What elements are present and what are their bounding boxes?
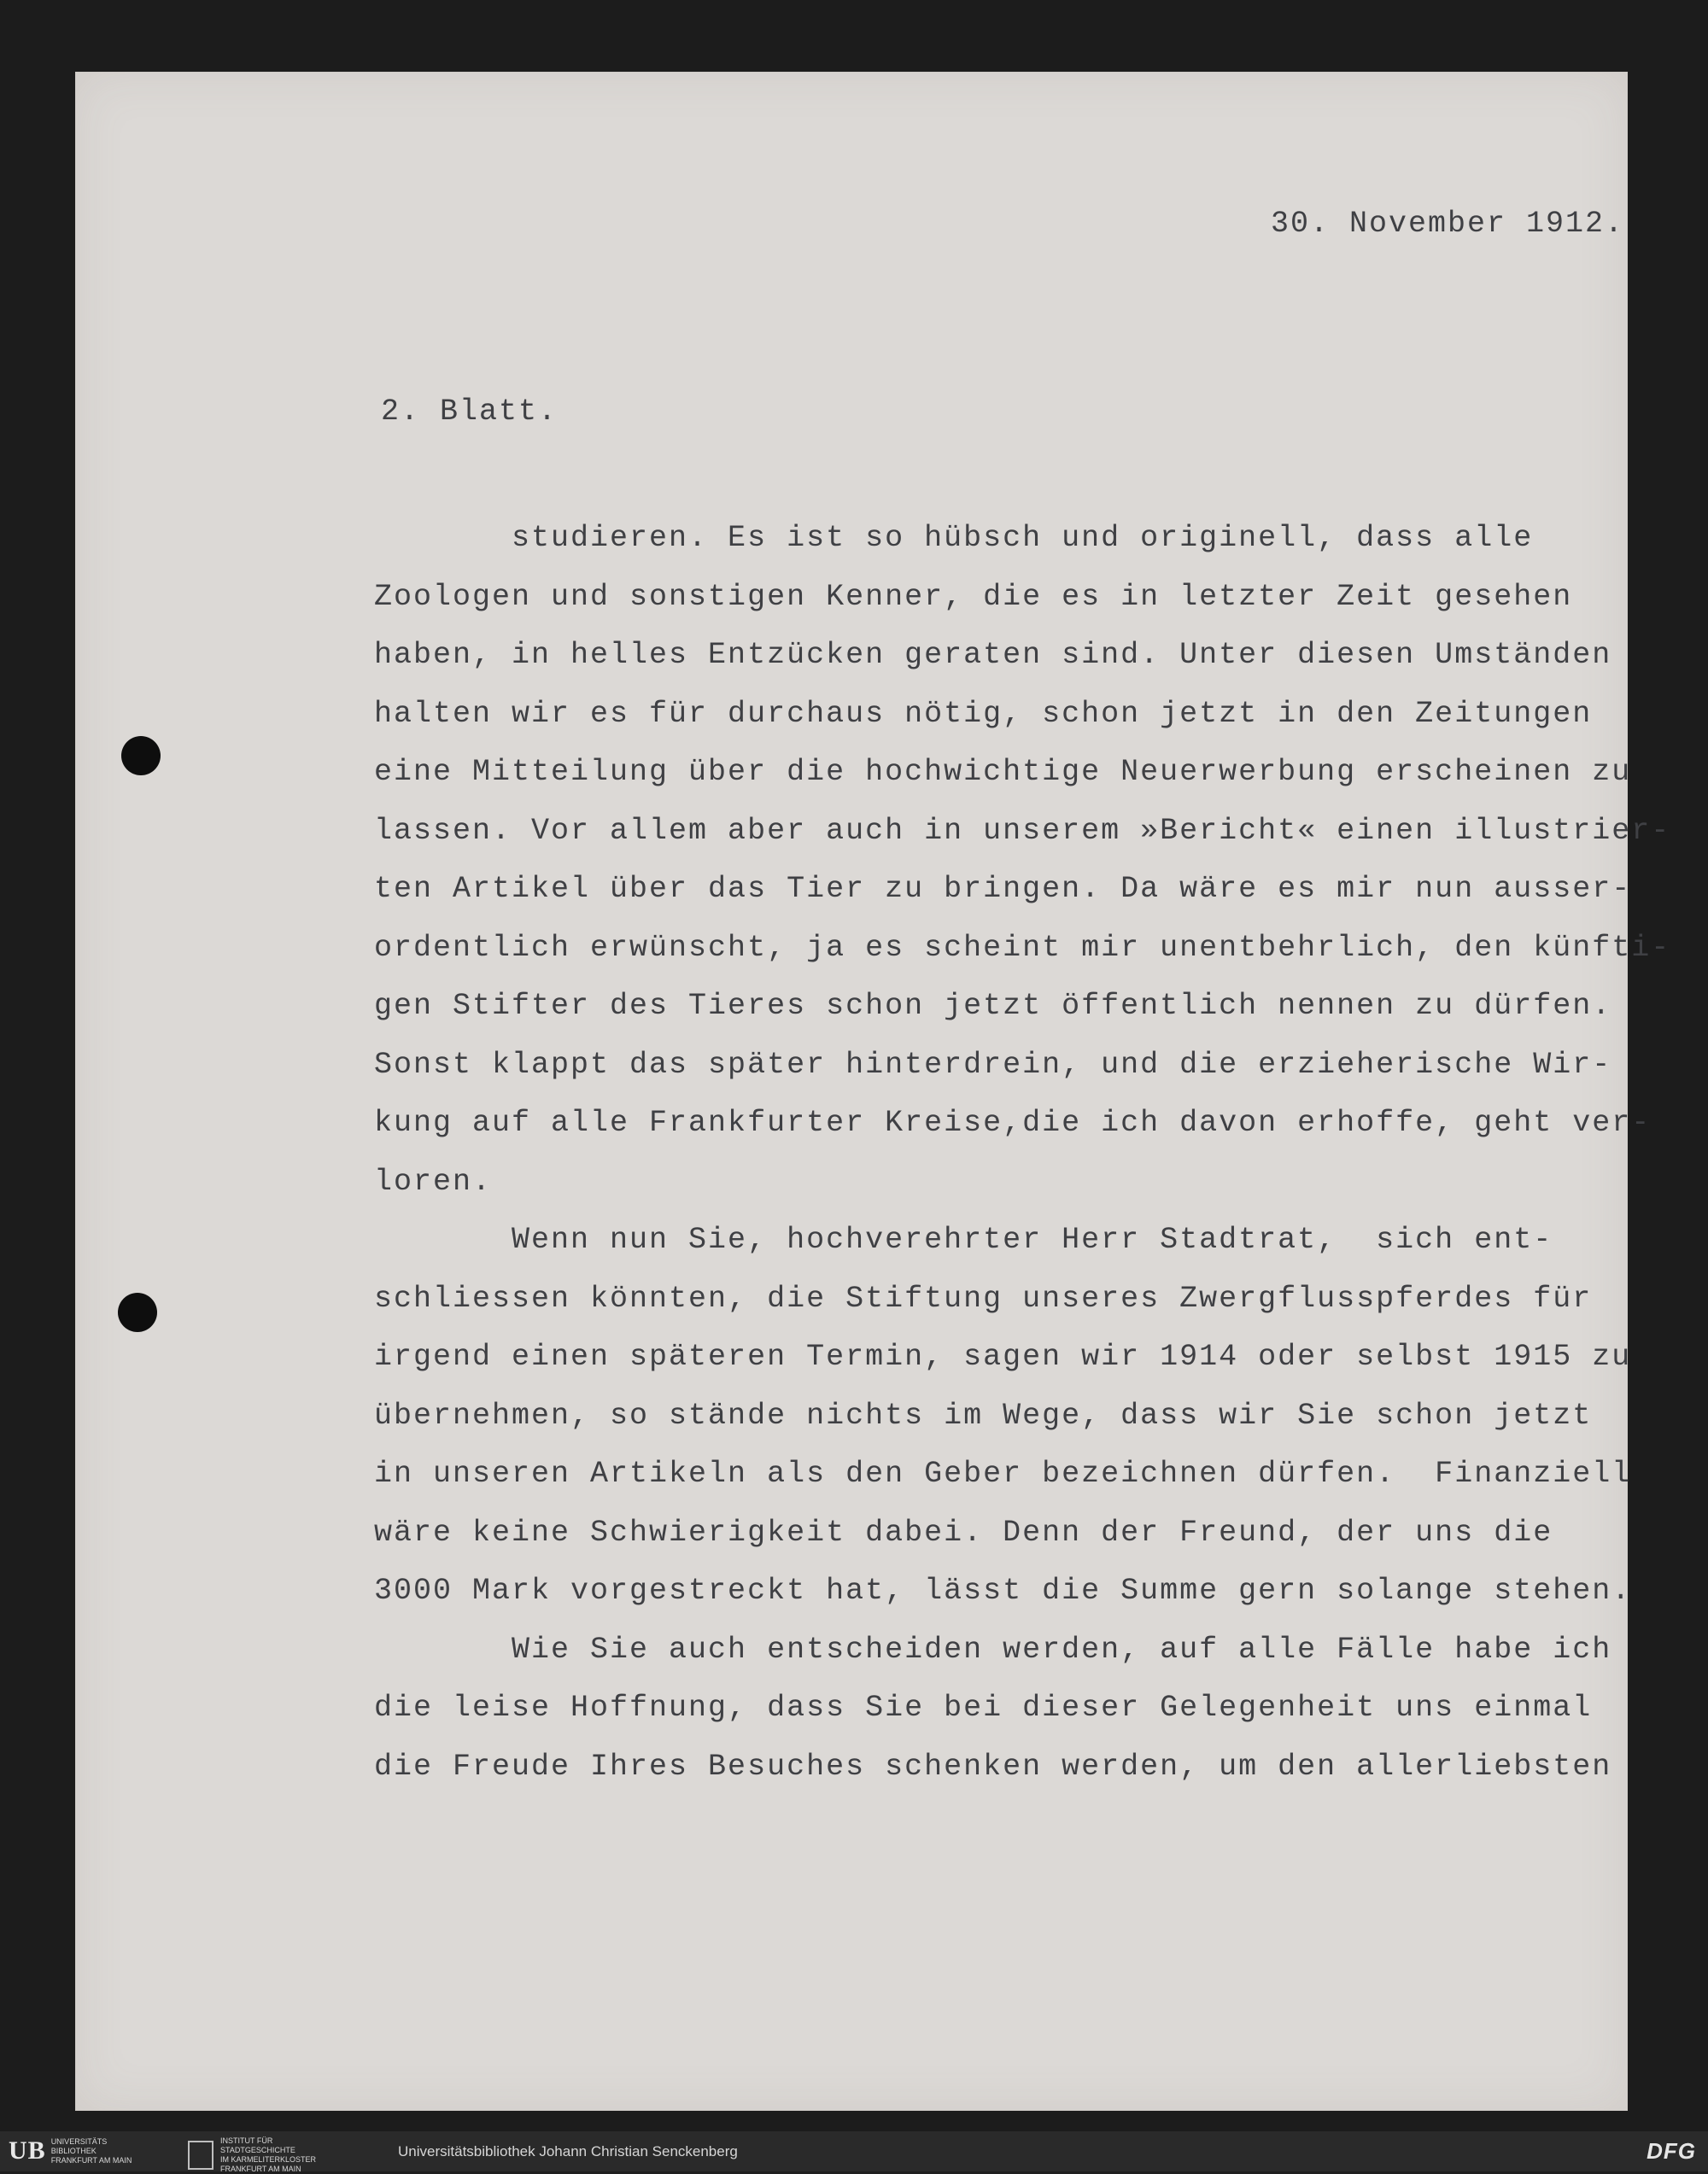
library-credit: Universitätsbibliothek Johann Christian Senckenberg xyxy=(398,2143,738,2159)
letter-date: 30. November 1912. xyxy=(1271,207,1625,241)
body-line: loren. xyxy=(374,1164,493,1199)
body-line: Zoologen und sonstigen Kenner, die es in letzter Zeit gesehen xyxy=(374,579,1573,614)
body-line: ordentlich erwünscht, ja es scheint mir unentbehrlich, den künfti- xyxy=(374,930,1671,965)
body-line: die leise Hoffnung, dass Sie bei dieser Gelegenheit uns einmal xyxy=(374,1691,1593,1725)
body-line: gen Stifter des Tieres schon jetzt öffentlich nennen zu dürfen. xyxy=(374,989,1612,1023)
body-line: schliessen könnten, die Stiftung unseres Zwergflusspferdes für xyxy=(374,1281,1593,1316)
ub-logo-label: UNIVERSITÄTS BIBLIOTHEK FRANKFURT AM MAIN xyxy=(50,2136,132,2165)
body-line: in unseren Artikeln als den Geber bezeichnen dürfen. Finanziell xyxy=(374,1457,1632,1491)
institute-emblem-icon xyxy=(188,2141,214,2170)
sheet-number-label: 2. Blatt. xyxy=(381,394,559,429)
dfg-logo: DFG xyxy=(1647,2138,1696,2164)
letter-body xyxy=(374,509,1671,1796)
body-line: lassen. Vor allem aber auch in unserem »Bericht« einen illustrier- xyxy=(374,813,1671,848)
punch-hole-top xyxy=(121,736,161,775)
body-line: haben, in helles Entzücken geraten sind. Unter diesen Umständen xyxy=(374,638,1612,672)
body-line: kung auf alle Frankfurter Kreise,die ich davon erhoffe, geht ver- xyxy=(374,1106,1652,1140)
body-line: eine Mitteilung über die hochwichtige Neuerwerbung erscheinen zu xyxy=(374,755,1632,789)
punch-hole-bottom xyxy=(118,1293,157,1332)
university-library-logo xyxy=(9,2135,132,2167)
body-line: irgend einen späteren Termin, sagen wir 1914 oder selbst 1915 zu xyxy=(374,1340,1632,1374)
body-line: studieren. Es ist so hübsch und originell, dass alle xyxy=(374,521,1534,555)
institute-logo xyxy=(188,2136,316,2174)
body-line: die Freude Ihres Besuches schenken werden, um den allerliebsten xyxy=(374,1749,1612,1784)
body-line: Sonst klappt das später hinterdrein, und die erzieherische Wir- xyxy=(374,1047,1612,1082)
body-line: übernehmen, so stände nichts im Wege, dass wir Sie schon jetzt xyxy=(374,1398,1593,1433)
body-line: ten Artikel über das Tier zu bringen. Da wäre es mir nun ausser- xyxy=(374,872,1632,906)
body-line: halten wir es für durchaus nötig, schon jetzt in den Zeitungen xyxy=(374,696,1593,731)
ub-logo-mark: UB xyxy=(9,2136,46,2165)
body-line: Wie Sie auch entscheiden werden, auf alle Fälle habe ich xyxy=(374,1632,1612,1667)
institute-logo-label: INSTITUT FÜR STADTGESCHICHTE IM KARMELITERKLOSTER FRANKFURT AM MAIN xyxy=(220,2136,317,2173)
body-line: Wenn nun Sie, hochverehrter Herr Stadtrat, sich ent- xyxy=(374,1223,1553,1257)
body-line: 3000 Mark vorgestreckt hat, lässt die Summe gern solange stehen. xyxy=(374,1574,1632,1608)
body-line: wäre keine Schwierigkeit dabei. Denn der Freund, der uns die xyxy=(374,1515,1553,1550)
